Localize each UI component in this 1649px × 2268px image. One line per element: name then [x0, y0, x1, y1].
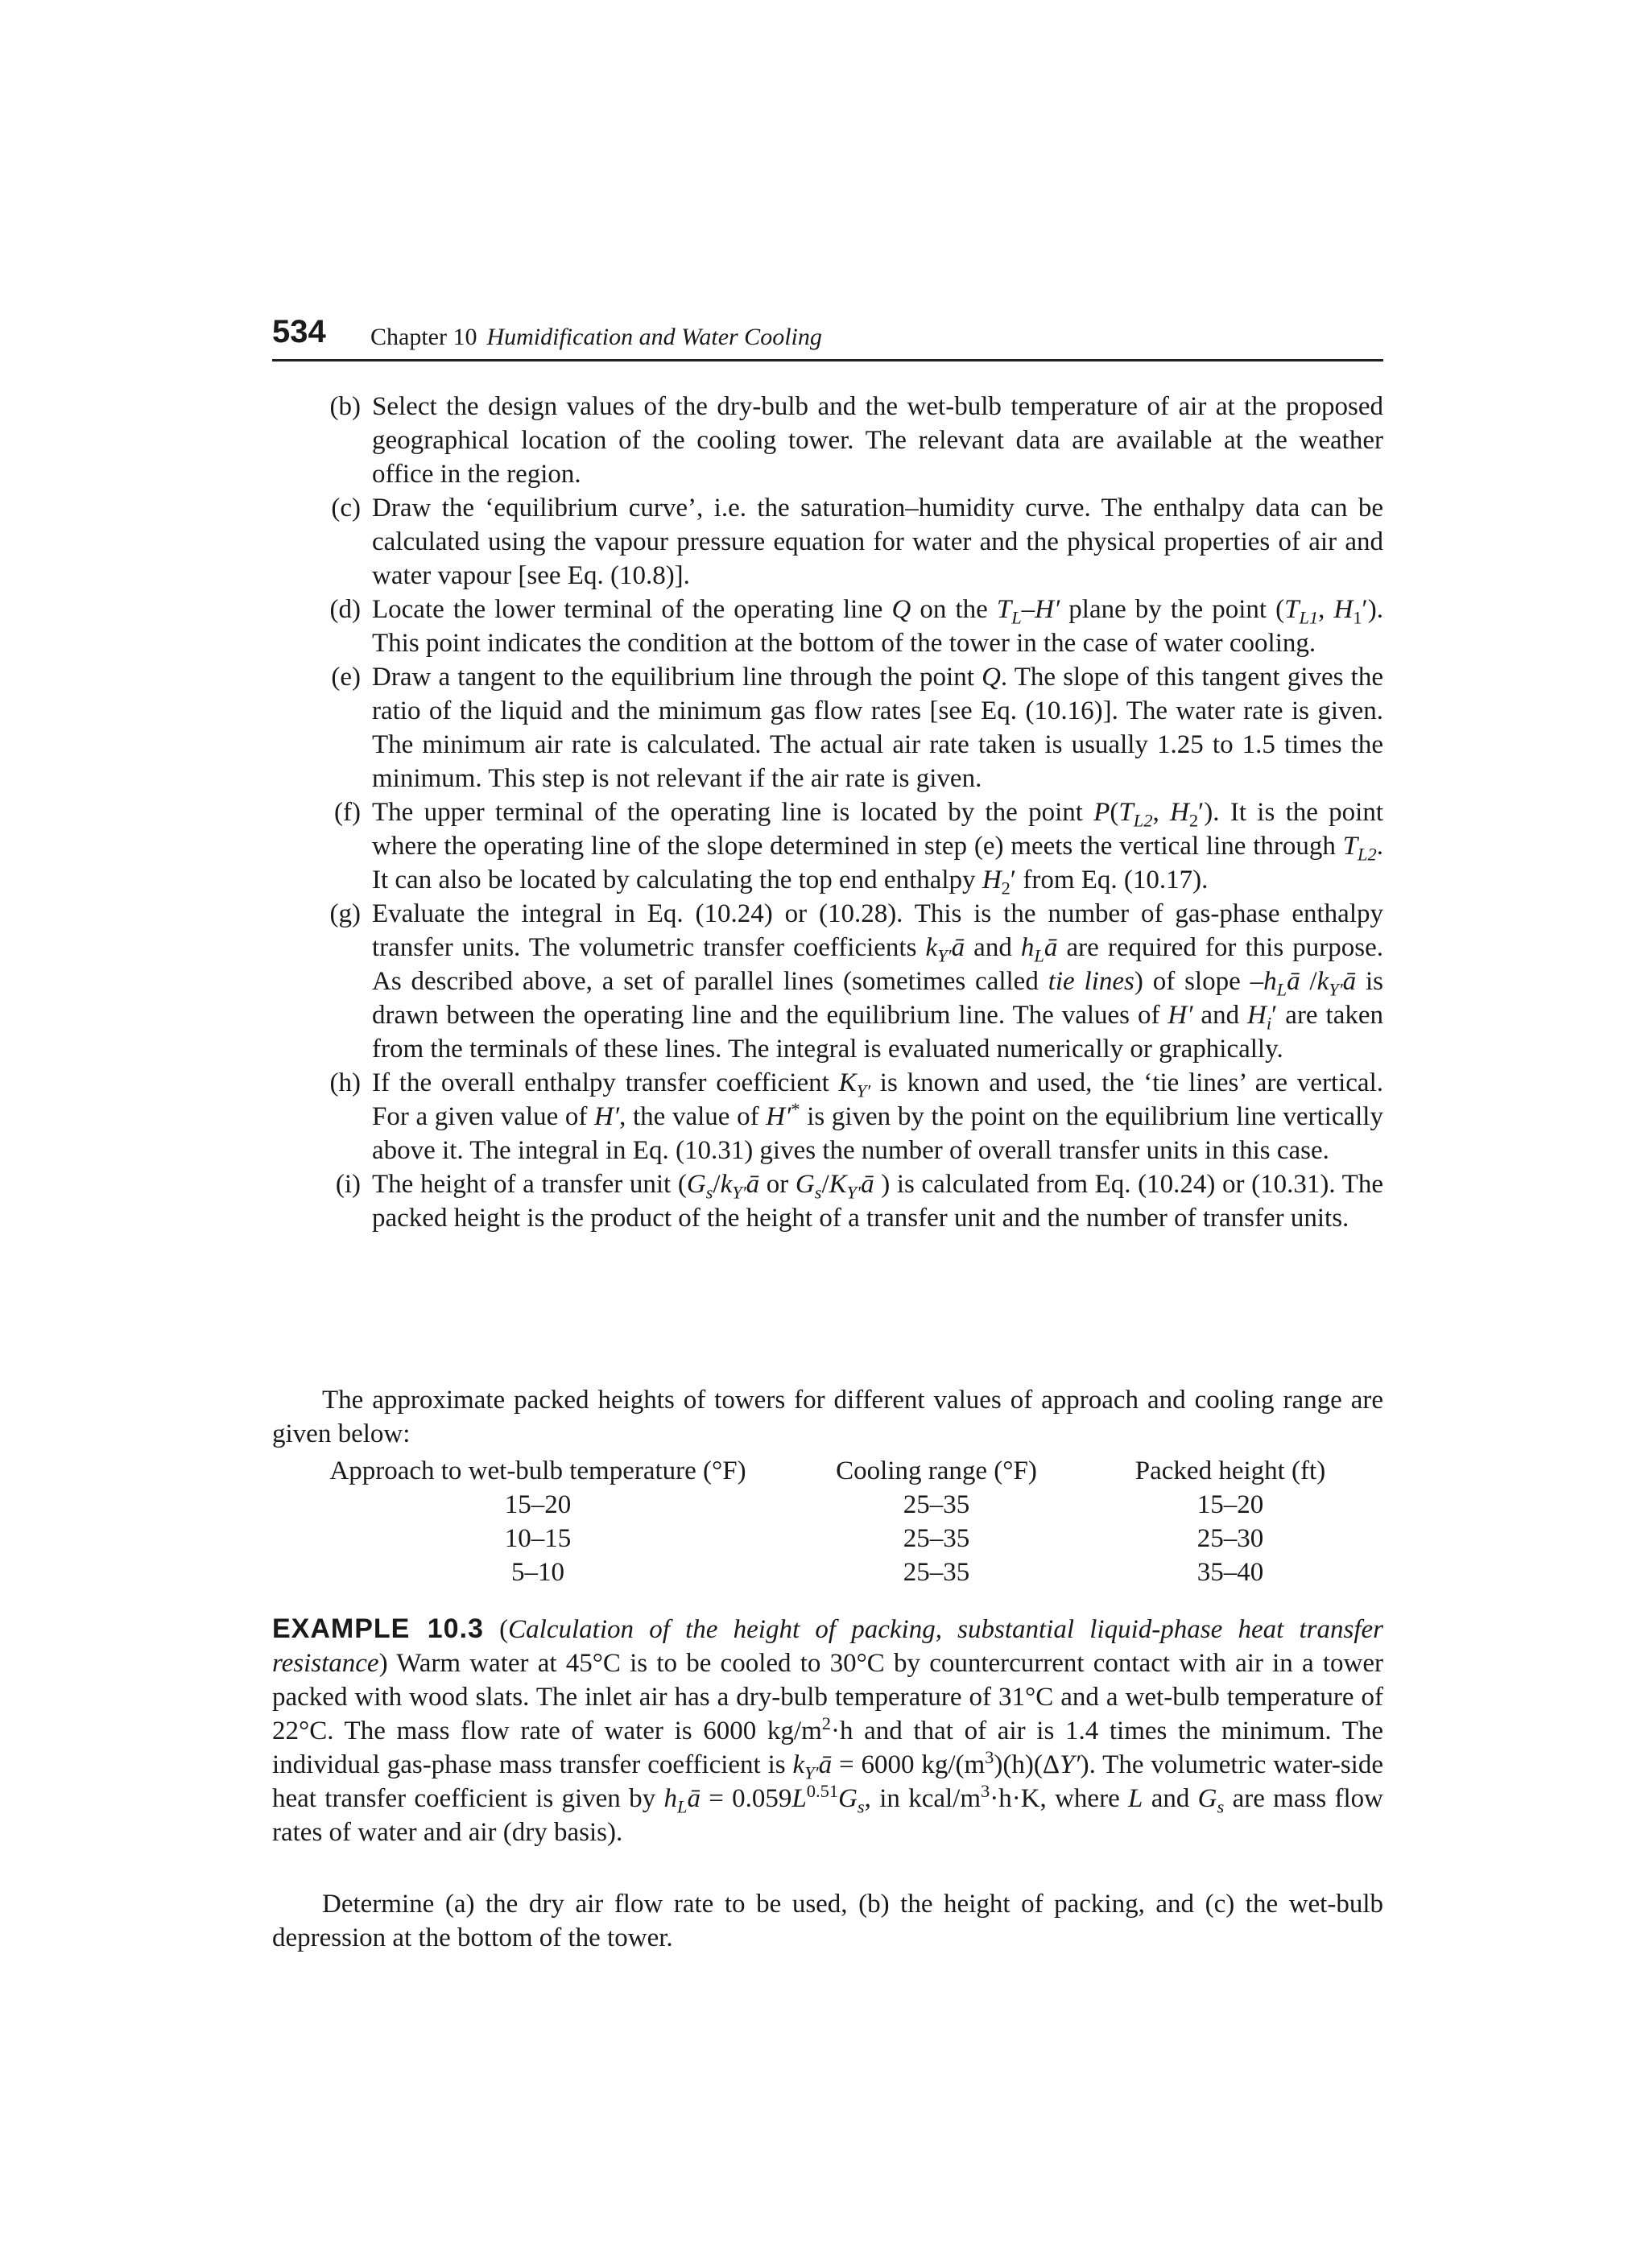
step-label: (h) — [329, 1068, 361, 1097]
step-label: (g) — [329, 899, 361, 928]
example-label: EXAMPLE 10.3 — [272, 1613, 484, 1644]
step-g — [272, 897, 1383, 1066]
step-text: Draw a tangent to the equilibrium line through the point Q. The slope of this tangent gives the ratio of the liquid and the minimum gas flow rates [see Eq. (10.16)]. The water rate is given. The minimum air rate is calculated. The actual air rate taken is usually 1.25 to 1.5 times the minimum. This step is not relevant if the air rate is given. — [372, 663, 1383, 793]
page-number: 534 — [272, 314, 326, 349]
step-text: If the overall enthalpy transfer coefficient $K_{Y'}$ is known and used, the ‘tie lines’ are vertical. For a given value of H′, the value of H′* is given by the point on the equilibrium line vertically above it. The integral in Eq. (10.31) gives the number of overall transfer units in this case. — [372, 1068, 1383, 1165]
determine-paragraph: Determine (a) the dry air flow rate to be used, (b) the height of packing, and (c) the wet-bulb depression at the bottom of the tower. — [272, 1890, 1383, 1952]
step-label: (b) — [329, 392, 361, 421]
example-statement: EXAMPLE 10.3 (Calculation of the height of packing, substantial liquid-phase heat transfer resistance) Warm water at 45°C is to be cooled to 30°C by countercurrent contact with air in a tower packed with wood slats. The inlet air has a dry-bulb temperature of 31°C and a wet-bulb temperature of 22°C. The mass flow rate of water is 6000 $kg/m^2\cdot h$ and that of air is 1.4 times the minimum. The individual gas-phase mass transfer coefficient is $k_{Y'}ā = 6000$ $kg/(m^3)(h)(\Delta Y')$. The volumetric water-side heat transfer coefficient is given by $h_Lā = 0.059L^{0.51}G_s$, in kcal/$m^3\cdot h\cdot K$, where L and $G_s$ are mass flow rates of water and air (dry basis). — [272, 1613, 1383, 1847]
table-cell: 10–15 — [504, 1524, 572, 1553]
step-text: Locate the lower terminal of the operating line Q on the $T_L-H'$ plane by the point ($T_{L1}$, $H_1'$). This point indicates the condition at the bottom of the tower in the case of water cooling. — [372, 595, 1384, 658]
column-header: Cooling range (°F) — [836, 1456, 1037, 1485]
chapter-heading — [370, 324, 822, 351]
table-cell: 25–35 — [903, 1524, 970, 1553]
step-label: (i) — [335, 1170, 361, 1199]
table-row — [296, 1488, 1367, 1522]
step-i — [272, 1167, 1383, 1235]
table-cell: 15–20 — [504, 1490, 572, 1519]
step-text: The height of a transfer unit ($G_s/k_{Y'}ā$ or $G_s/K_{Y'}ā$ ) is calculated from Eq. (10.24) or (10.31). The packed height is the product of the height of a transfer unit and the number of transfer units. — [372, 1170, 1383, 1233]
column-header: Packed height (ft) — [1134, 1456, 1326, 1485]
step-text: Evaluate the integral in Eq. (10.24) or (10.28). This is the number of gas-phase enthalpy transfer units. The volumetric transfer coefficients $k_{Y'}ā$ and $h_Lā$ are required for this purpose. As described above, a set of parallel lines (sometimes called tie lines) of slope $-h_Lā$ $/k_{Y'}ā$ is drawn between the operating line and the equilibrium line. The values of H′ and $H_i'$ are taken from the terminals of these lines. The integral is evaluated numerically or graphically. — [372, 899, 1384, 1064]
table-cell: 5–10 — [511, 1558, 564, 1587]
table-header-row — [296, 1454, 1367, 1488]
table-cell: 25–30 — [1196, 1524, 1264, 1553]
step-label: (e) — [331, 663, 361, 692]
step-text: The upper terminal of the operating line is located by the point $P(T_{L2}$, $H_2'$). It is the point where the operating line of the slope determined in step (e) meets the vertical line through $T_{L2}$. It can also be located by calculating the top end enthalpy $H_2'$ from Eq. (10.17). — [372, 798, 1384, 899]
step-c — [272, 491, 1383, 593]
packed-height-table — [296, 1454, 1367, 1589]
step-d — [272, 593, 1383, 660]
chapter-number: Chapter 10 — [370, 324, 477, 350]
table-cell: 25–35 — [903, 1490, 970, 1519]
step-h — [272, 1066, 1383, 1167]
chapter-title: Humidification and Water Cooling — [486, 324, 822, 350]
table-cell: 15–20 — [1196, 1490, 1264, 1519]
example-title: Calculation of the height of packing, substantial liquid-phase heat transfer resistance — [272, 1615, 1383, 1678]
step-b — [272, 390, 1383, 491]
step-label: (c) — [331, 494, 361, 523]
table-intro: The approximate packed heights of towers for different values of approach and cooling range are given below: — [272, 1386, 1383, 1448]
step-label: (d) — [329, 595, 361, 624]
table-row — [296, 1522, 1367, 1555]
table-cell: 25–35 — [903, 1558, 970, 1587]
column-header: Approach to wet-bulb temperature (°F) — [329, 1456, 746, 1485]
table-cell: 35–40 — [1196, 1558, 1264, 1587]
step-e — [272, 660, 1383, 795]
step-label: (f) — [334, 798, 361, 827]
step-text: Draw the ‘equilibrium curve’, i.e. the saturation–humidity curve. The enthalpy data can be calculated using the vapour pressure equation for water and the physical properties of air and water vapour [see Eq. (10.8)]. — [372, 494, 1383, 590]
procedure-steps — [272, 390, 1383, 1235]
step-text: Select the design values of the dry-bulb and the wet-bulb temperature of air at the proposed geographical location of the cooling tower. The relevant data are available at the weather office in the region. — [372, 392, 1383, 489]
step-f — [272, 795, 1383, 897]
running-header — [272, 314, 1383, 361]
table-row — [296, 1555, 1367, 1589]
